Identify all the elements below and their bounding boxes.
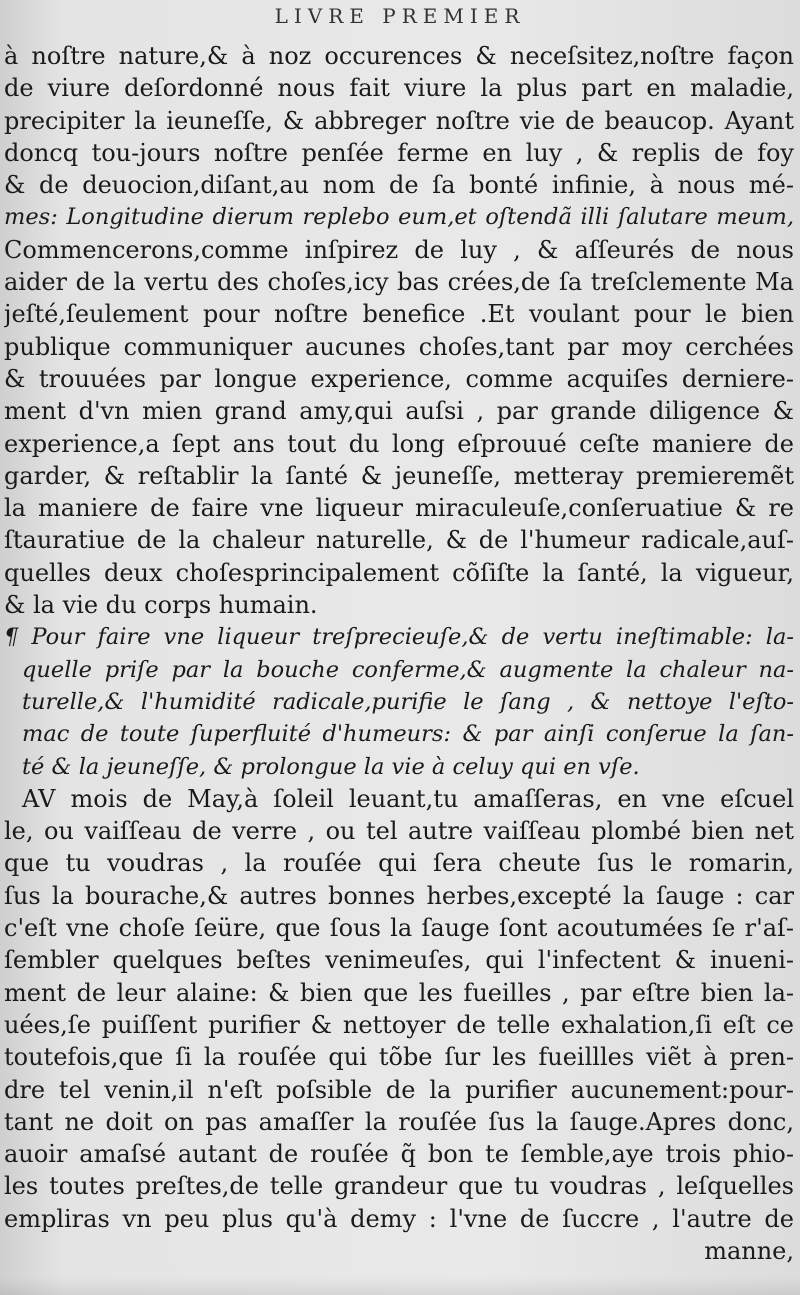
text-line: ment de leur alaine: & bien que les fueilles , par eſtre bien la- [4, 978, 794, 1007]
catchword: manne, [704, 1236, 794, 1265]
text-line: Commencerons,comme inſpirez de luy , & aſſeurés de nous [4, 235, 794, 264]
latin-quote-line: mes: Longitudine dierum replebo eum,et oſtendã illi ſalutare meum, [4, 204, 794, 231]
text-line: garder, & reſtablir la ſanté & jeuneſſe, metteray premieremẽt [4, 461, 794, 490]
text-line: experience,a ſept ans tout du long eſprouué ceſte maniere de [4, 429, 794, 458]
recipe-heading-line: ¶ Pour faire vne liqueur treſprecieuſe,& de vertu ineſtimable: la- [4, 624, 794, 651]
text-line: empliras vn peu plus qu'à demy : l'vne de ſuccre , l'autre de [4, 1204, 794, 1233]
text-line: le, ou vaiſſeau de verre , ou tel autre vaiſſeau plombé bien net [4, 817, 794, 846]
text-line: à noſtre nature,& à noz occurences & neceſsitez,noſtre façon [4, 42, 794, 70]
recipe-heading-line: quelle priſe par la bouche conferme,& augmente la chaleur na- [22, 656, 794, 683]
text-line: quelles deux choſesprincipalement cõſiſte la ſanté, la vigueur, [4, 558, 794, 587]
text-line: & trouuées par longue experience, comme acquiſes derniere- [4, 364, 794, 393]
text-line: aider de la vertu des choſes,icy bas crées,de ſa treſclemente Ma [4, 268, 794, 297]
text-line: jeſté,ſeulement pour noſtre benefice .Et voulant pour le bien [4, 300, 794, 329]
text-line: c'eſt vne choſe ſeüre, que ſous la ſauge ſont acoutumées ſe r'aſ- [4, 914, 794, 943]
text-line: les toutes preſtes,de telle grandeur que tu voudras , leſquelles [4, 1172, 794, 1201]
text-line: ment d'vn mien grand amy,qui auſsi , par grande diligence & [4, 397, 794, 426]
text-line: & la vie du corps humain. [4, 591, 318, 620]
text-line: ſus la bourache,& autres bonnes herbes,excepté la ſauge : car [4, 881, 794, 910]
body-text [4, 40, 794, 1267]
text-line: la maniere de faire vne liqueur miraculeuſe,conſeruatiue & re [4, 494, 794, 523]
page-edge-shadow [0, 1277, 800, 1295]
text-line: & de deuocion,diſant,au nom de ſa bonté infinie, à nous mé- [4, 171, 794, 200]
text-line: uées,ſe puiſſent purifier & nettoyer de telle exhalation,ſi eſt ce [4, 1010, 794, 1039]
text-line: toutefois,que ſi la rouſée qui tõbe ſur les fueillles viẽt à pren- [4, 1043, 794, 1072]
text-line: ſtauratiue de la chaleur naturelle, & de l'humeur radicale,auſ- [4, 526, 794, 555]
text-line: publique communiquer aucunes choſes,tant par moy cerchées [4, 332, 794, 361]
text-line: AV mois de May,à ſoleil leuant,tu amaſſeras, en vne eſcuel [22, 784, 794, 813]
text-line: doncq tou-jours noſtre penſée ferme en luy , & replis de foy [4, 138, 794, 167]
text-line: dre tel venin,il n'eſt poſsible de la purifier aucunement:pour- [4, 1075, 794, 1104]
text-line: ſembler quelques beſtes venimeuſes, qui l'infectent & inueni- [4, 946, 794, 975]
running-head: LIVRE PREMIER [274, 4, 526, 28]
text-line: precipiter la ieuneſſe, & abbreger noſtre vie de beaucop. Ayant [4, 106, 794, 135]
recipe-heading-line: mac de toute ſuperfluité d'humeurs: & par ainſi conſerue la ſan- [22, 721, 794, 748]
text-line: que tu voudras , la rouſée qui ſera cheute ſus le romarin, [4, 849, 794, 878]
recipe-heading-line: turelle,& l'humidité radicale,purifie le ſang , & nettoye l'eſto- [22, 688, 794, 715]
text-line: de viure deſordonné nous fait viure la plus part en maladie, [4, 74, 794, 103]
text-line: auoir amaſsé autant de rouſée q̃ bon te ſemble,aye trois phio- [4, 1140, 794, 1169]
text-line: tant ne doit on pas amaſſer la rouſée ſus la ſauge.Apres donc, [4, 1107, 794, 1136]
recipe-heading-line: té & la jeuneſſe, & prolongue la vie à celuy qui en vſe. [22, 753, 640, 780]
